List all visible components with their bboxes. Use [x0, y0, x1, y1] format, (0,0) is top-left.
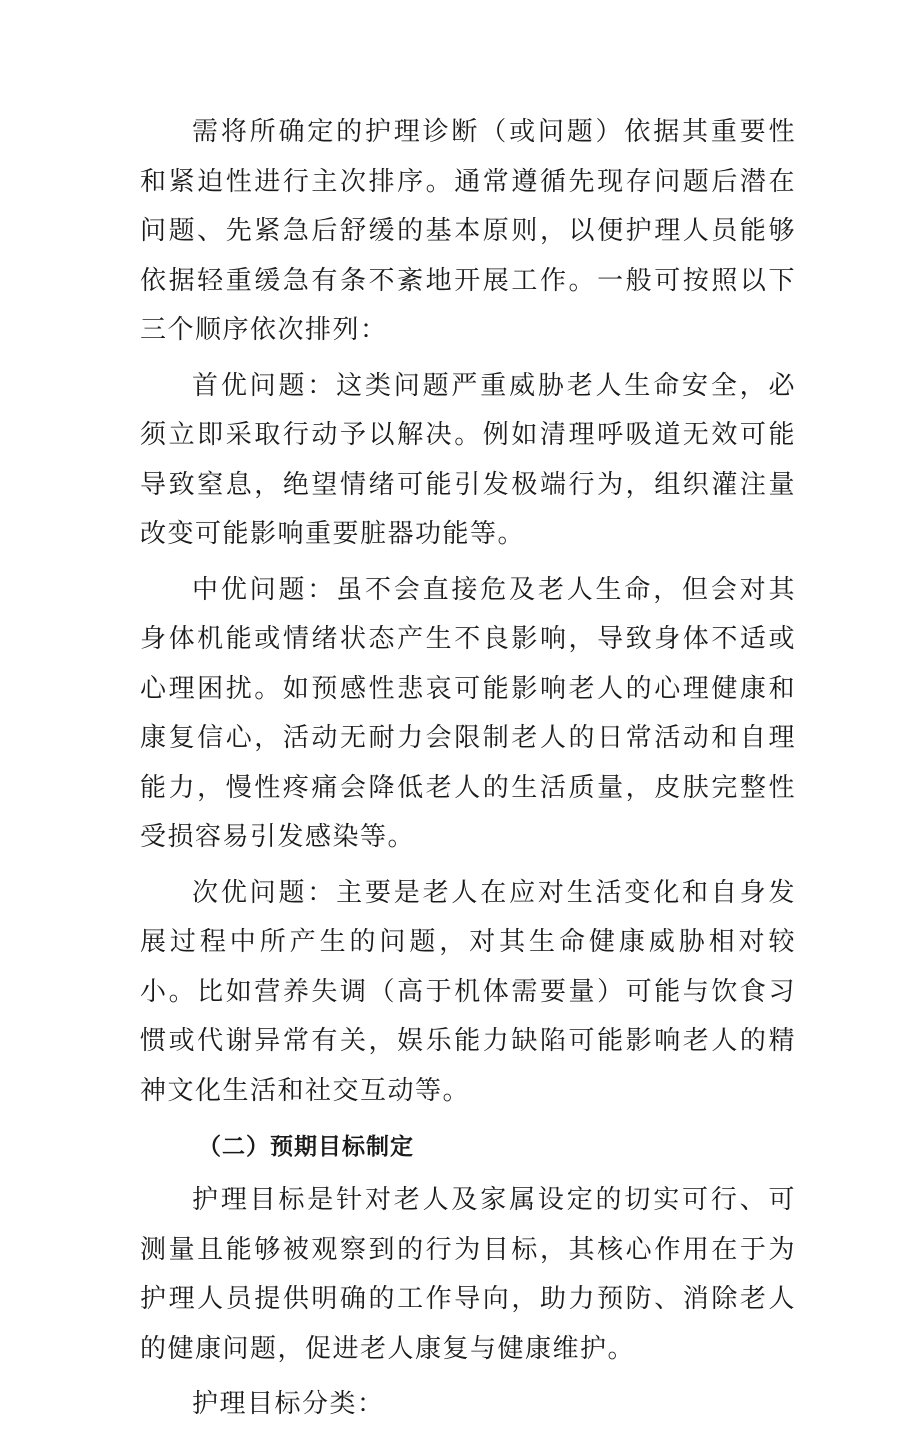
paragraph-priority-ordering: 需将所确定的护理诊断（或问题）依据其重要性和紧迫性进行主次排序。通常遵循先现存问题后潜在问题、先紧急后舒缓的基本原则，以便护理人员能够依据轻重缓急有条不紊地开展工作。一般可按照以下三个顺序依次排列： [140, 117, 796, 345]
paragraph-nursing-goals: 护理目标是针对老人及家属设定的切实可行、可测量且能够被观察到的行为目标，其核心作用在于为护理人员提供明确的工作导向，助力预防、消除老人的健康问题，促进老人康复与健康维护。 [140, 1185, 796, 1364]
section-heading: （二）预期目标制定 [198, 1134, 414, 1160]
paragraph-secondary-priority: 次优问题：主要是老人在应对生活变化和自身发展过程中所产生的问题，对其生命健康威胁相对较小。比如营养失调（高于机体需要量）可能与饮食习惯或代谢异常有关，娱乐能力缺陷可能影响老人的精神文化生活和社交互动等。 [140, 877, 796, 1106]
paragraph-first-priority: 首优问题：这类问题严重威胁老人生命安全，必须立即采取行动予以解决。例如清理呼吸道无效可能导致窒息，绝望情绪可能引发极端行为，组织灌注量改变可能影响重要脏器功能等。 [140, 370, 796, 549]
document-body [140, 108, 796, 1430]
paragraph-medium-priority: 中优问题：虽不会直接危及老人生命，但会对其身体机能或情绪状态产生不良影响，导致身体不适或心理困扰。如预感性悲哀可能影响老人的心理健康和康复信心，活动无耐力会限制老人的日常活动和自理能力，慢性疼痛会降低老人的生活质量，皮肤完整性受损容易引发感染等。 [140, 574, 796, 852]
goal-category-label: 护理目标分类： [192, 1389, 385, 1419]
